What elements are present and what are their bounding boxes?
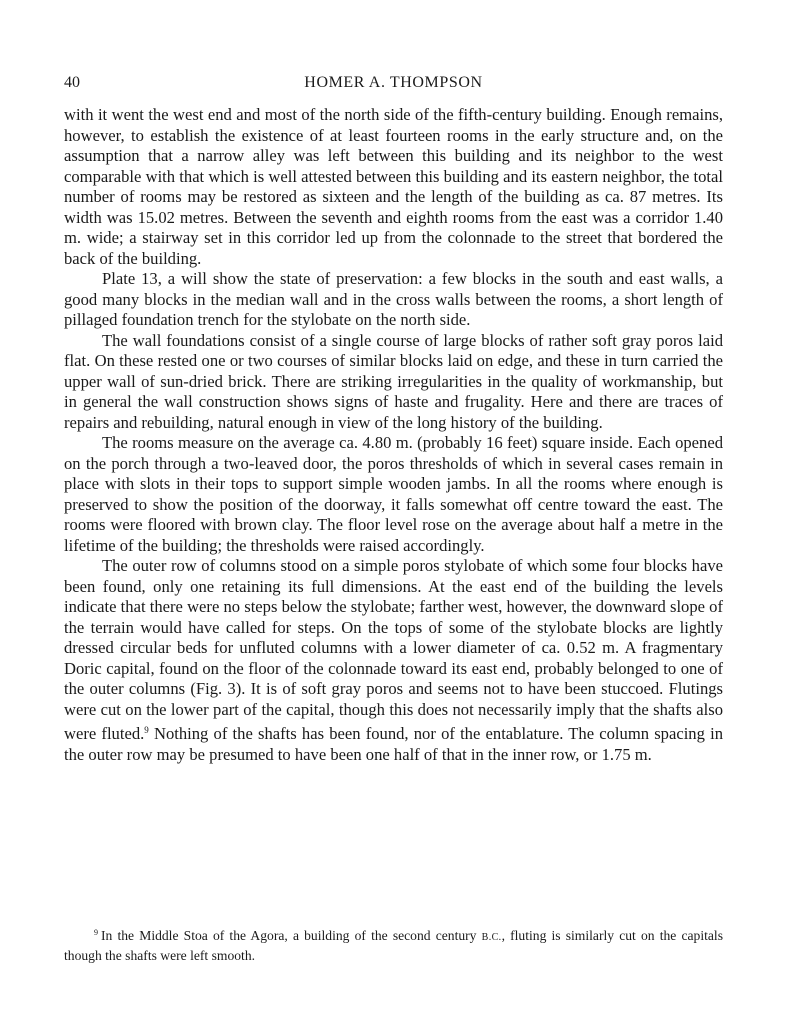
- footnote-marker: 9: [94, 928, 98, 937]
- running-title: HOMER A. THOMPSON: [304, 74, 483, 91]
- paragraph: with it went the west end and most of the north side of the fifth-century building. Enough remains, however, to establish the existence of at least fourteen rooms in the early structure and, on the assumption that a narrow alley was left between this building and its neighbor to the west comparable with that which is well attested between this building and its eastern neighbor, the total number of rooms may be restored as sixteen and the length of the building as ca. 87 metres. Its width was 15.02 metres. Between the seventh and eighth rooms from the east was a corridor 1.40 m. wide; a stairway set in this corridor led up from the colonnade to the street that bordered the back of the building.: [64, 105, 723, 268]
- footnote-reference[interactable]: 9: [144, 725, 149, 735]
- footnote-era: B.C.: [481, 932, 502, 943]
- paragraph: Plate 13, a will show the state of preservation: a few blocks in the south and east walls, a good many blocks in the median wall and in the cross walls between the rooms, a short length of pillaged foundation trench for the stylobate on the north side.: [64, 269, 723, 329]
- paragraph-text: Nothing of the shafts has been found, nor of the entablature. The column spacing in the outer row may be presumed to have been one half of that in the inner row, or 1.75 m.: [64, 724, 723, 764]
- running-head: [64, 72, 723, 94]
- footnote-text: , fluting is similarly cut on the capitals though the shafts were left smooth.: [64, 928, 723, 963]
- paragraph: The rooms measure on the average ca. 4.80 m. (probably 16 feet) square inside. Each opened on the porch through a two-leaved door, the poros thresholds of which in several cases remain in place with slots in their tops to support simple wooden jambs. In all the rooms where enough is preserved to show the position of the doorway, it falls somewhat off centre toward the east. The rooms were floored with brown clay. The floor level rose on the average about half a metre in the lifetime of the building; the thresholds were raised accordingly.: [64, 433, 723, 555]
- body-text: [64, 105, 723, 765]
- paragraph-text: The outer row of columns stood on a simple poros stylobate of which some four blocks have been found, only one retaining its full dimensions. At the east end of the building the levels indicate that there were no steps below the stylobate; farther west, however, the downward slope of the terrain would have called for steps. On the tops of some of the stylobate blocks are lightly dressed circular beds for unfluted columns with a lower diameter of ca. 0.52 m. A fragmentary Doric capital, found on the floor of the colonnade toward its east end, probably belonged to one of the outer columns (Fig. 3). It is of soft gray poros and seems not to have been stuccoed. Flutings were cut on the lower part of the capital, though this does not necessarily imply that the shafts also were fluted.: [64, 556, 723, 743]
- page-number: 40: [64, 74, 80, 91]
- footnote: [64, 924, 723, 965]
- paragraph: The wall foundations consist of a single course of large blocks of rather soft gray poros laid flat. On these rested one or two courses of similar blocks laid on edge, and these in turn carried the upper wall of sun-dried brick. There are striking irregularities in the quality of workmanship, but in general the wall construction shows signs of haste and frugality. Here and there are traces of repairs and rebuilding, natural enough in view of the long history of the building.: [64, 330, 723, 432]
- paragraph: [64, 556, 723, 765]
- footnote-text: In the Middle Stoa of the Agora, a building of the second century: [101, 928, 482, 943]
